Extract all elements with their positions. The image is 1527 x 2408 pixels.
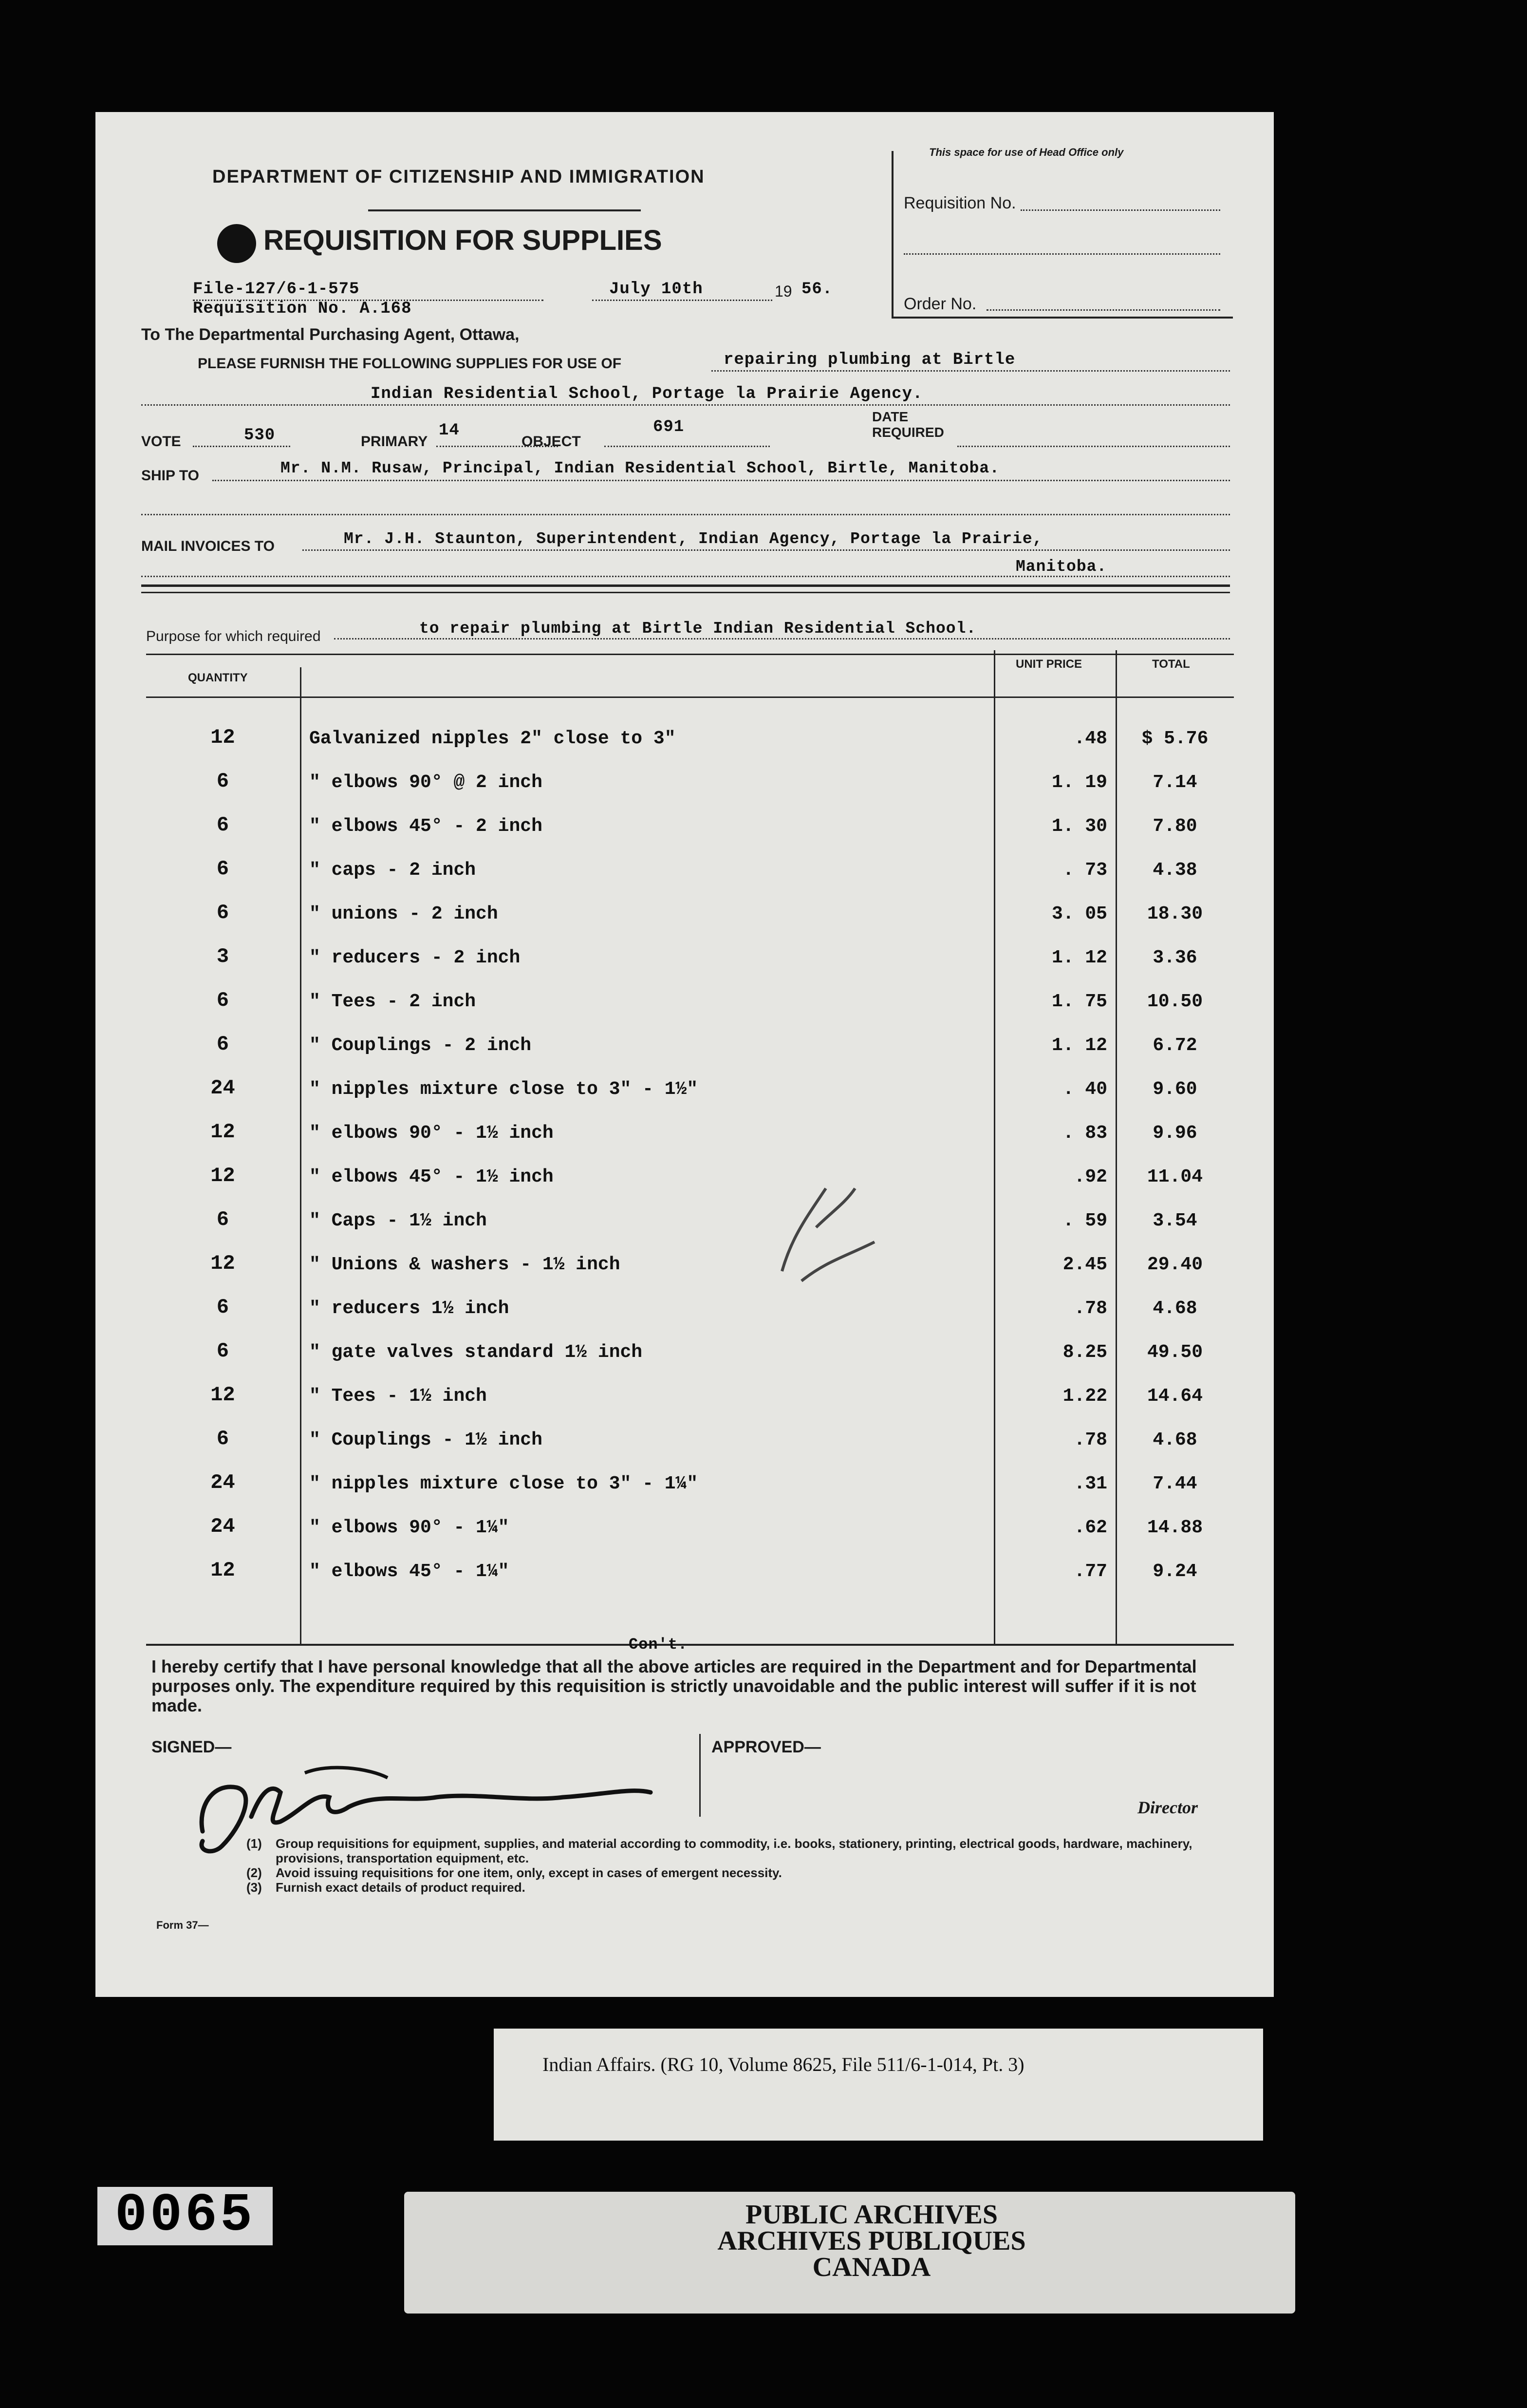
table-row: [146, 1231, 1234, 1275]
item-desc: " elbows 90° @ 2 inch: [309, 772, 542, 793]
item-desc: " Tees - 2 inch: [309, 991, 476, 1012]
item-qty: 12: [210, 1383, 235, 1407]
items-table: [146, 705, 1234, 1582]
approved-label: APPROVED—: [711, 1738, 821, 1756]
item-qty: 12: [210, 726, 235, 749]
item-desc: " nipples mixture close to 3" - 1¼": [309, 1473, 698, 1494]
head-office-note: This space for use of Head Office only: [929, 146, 1124, 158]
item-qty: 6: [216, 901, 229, 924]
item-total: 14.88: [1147, 1517, 1203, 1538]
item-qty: 6: [216, 770, 229, 793]
item-total: 7.44: [1153, 1473, 1197, 1494]
item-desc: " Caps - 1½ inch: [309, 1210, 487, 1231]
item-desc: " Unions & washers - 1½ inch: [309, 1254, 620, 1275]
item-desc: " reducers - 2 inch: [309, 947, 521, 968]
item-total: 4.68: [1153, 1298, 1197, 1319]
mail-invoices-value-1: Mr. J.H. Staunton, Superintendent, Indian Agency, Portage la Prairie,: [344, 530, 1043, 548]
director-label: Director: [1137, 1798, 1198, 1817]
form-number: Form 37—: [156, 1919, 209, 1931]
mail-invoices-label: MAIL INVOICES TO: [141, 538, 275, 554]
requisition-number: Requisition No. A.168: [193, 300, 412, 318]
item-unit: 2.45: [1062, 1254, 1107, 1275]
file-number: File-127/6-1-575: [193, 280, 360, 299]
order-no-label: Order No.: [904, 295, 977, 313]
item-qty: 12: [210, 1120, 235, 1144]
furnish-value-1: repairing plumbing at Birtle: [724, 351, 1016, 369]
instruction-number: (2): [246, 1865, 262, 1880]
item-total: $ 5.76: [1141, 728, 1209, 749]
item-unit: .92: [1074, 1166, 1107, 1187]
col-quantity: QUANTITY: [188, 671, 248, 684]
item-total: 29.40: [1147, 1254, 1203, 1275]
table-row: [146, 749, 1234, 793]
item-unit: 1.22: [1062, 1386, 1107, 1407]
item-unit: . 40: [1062, 1079, 1107, 1100]
table-row: [146, 793, 1234, 837]
instruction-number: (1): [246, 1836, 262, 1851]
table-row: [146, 1319, 1234, 1363]
archive-citation: Indian Affairs. (RG 10, Volume 8625, File 511/6-1-014, Pt. 3): [542, 2053, 1024, 2075]
item-desc: " Couplings - 2 inch: [309, 1035, 532, 1056]
item-unit: . 83: [1062, 1123, 1107, 1144]
item-total: 14.64: [1147, 1386, 1203, 1407]
instruction-item: [246, 1836, 1196, 1865]
item-qty: 6: [216, 813, 229, 837]
instruction-item: [246, 1880, 1196, 1895]
purpose-value: to repair plumbing at Birtle Indian Residential School.: [419, 620, 977, 638]
item-qty: 24: [210, 1515, 235, 1538]
item-qty: 3: [216, 945, 229, 968]
furnish-value-2: Indian Residential School, Portage la Prairie Agency.: [371, 385, 923, 403]
archive-line-2: ARCHIVES PUBLIQUES: [717, 2226, 1026, 2256]
item-total: 18.30: [1147, 903, 1203, 924]
instruction-text: Avoid issuing requisitions for one item, only, except in cases of emergent necessity.: [276, 1865, 782, 1880]
item-total: 9.24: [1153, 1561, 1197, 1582]
item-desc: " nipples mixture close to 3" - 1½": [309, 1079, 698, 1100]
item-total: 4.38: [1153, 860, 1197, 881]
item-total: 4.68: [1153, 1430, 1197, 1450]
item-unit: 8.25: [1062, 1342, 1107, 1363]
item-desc: " elbows 45° - 1¼": [309, 1561, 509, 1582]
continued-note: Con't.: [629, 1636, 688, 1654]
mail-invoices-value-2: Manitoba.: [1016, 558, 1107, 576]
item-total: 10.50: [1147, 991, 1203, 1012]
item-qty: 6: [216, 1033, 229, 1056]
item-qty: 6: [216, 989, 229, 1012]
requisition-no-label: Requisition No.: [904, 194, 1016, 212]
table-row: [146, 924, 1234, 968]
instruction-text: Group requisitions for equipment, supplies, and material according to commodity, i.e. books, stationery, printing, electrical goods, hardware, machinery, provisions, transportation equipment, etc.: [276, 1836, 1192, 1865]
item-total: 49.50: [1147, 1342, 1203, 1363]
item-unit: 1. 19: [1051, 772, 1107, 793]
form-instructions: [246, 1836, 1196, 1895]
head-office-box: [892, 151, 1233, 319]
item-qty: 12: [210, 1252, 235, 1275]
item-desc: " elbows 90° - 1¼": [309, 1517, 509, 1538]
item-desc: " Couplings - 1½ inch: [309, 1430, 542, 1450]
instruction-text: Furnish exact details of product required.: [276, 1880, 525, 1895]
item-qty: 24: [210, 1471, 235, 1494]
object-label: OBJECT: [521, 433, 581, 450]
table-row: [146, 968, 1234, 1012]
item-qty: 6: [216, 1339, 229, 1363]
item-unit: .78: [1074, 1298, 1107, 1319]
item-qty: 12: [210, 1164, 235, 1187]
purpose-label: Purpose for which required: [146, 628, 321, 644]
item-unit: .31: [1074, 1473, 1107, 1494]
to-line: To The Departmental Purchasing Agent, Ottawa,: [141, 325, 520, 344]
signed-label: SIGNED—: [151, 1738, 232, 1756]
item-total: 3.36: [1153, 947, 1197, 968]
date-required-label-1: DATE: [872, 409, 909, 424]
table-row: [146, 705, 1234, 749]
item-qty: 6: [216, 1296, 229, 1319]
item-total: 9.60: [1153, 1079, 1197, 1100]
ship-to-value: Mr. N.M. Rusaw, Principal, Indian Residential School, Birtle, Manitoba.: [280, 459, 1000, 477]
archive-citation-card: [494, 2029, 1263, 2141]
item-unit: .77: [1074, 1561, 1107, 1582]
requisition-form: [95, 112, 1274, 1997]
year-suffix: 56.: [801, 280, 833, 299]
archive-line-3: CANADA: [812, 2252, 931, 2282]
instruction-number: (3): [246, 1880, 262, 1895]
primary-label: PRIMARY: [361, 433, 428, 450]
table-row: [146, 1363, 1234, 1407]
year-prefix: 19: [775, 282, 792, 300]
item-qty: 6: [216, 1427, 229, 1450]
table-row: [146, 1450, 1234, 1494]
handwritten-margin-note-icon: [772, 1159, 889, 1286]
instruction-item: [246, 1865, 1196, 1880]
crest-seal-icon: [217, 224, 256, 263]
item-unit: 1. 12: [1051, 1035, 1107, 1056]
col-unit-price: UNIT PRICE: [1016, 658, 1082, 671]
item-total: 9.96: [1153, 1123, 1197, 1144]
archive-stamp: [633, 2201, 1110, 2280]
archive-line-1: PUBLIC ARCHIVES: [745, 2200, 998, 2230]
table-row: [146, 1407, 1234, 1450]
table-row: [146, 1100, 1234, 1144]
ship-to-label: SHIP TO: [141, 468, 199, 484]
item-unit: 1. 30: [1051, 816, 1107, 837]
item-unit: 1. 12: [1051, 947, 1107, 968]
item-desc: " caps - 2 inch: [309, 860, 476, 881]
item-qty: 6: [216, 1208, 229, 1231]
item-total: 6.72: [1153, 1035, 1197, 1056]
item-total: 3.54: [1153, 1210, 1197, 1231]
table-row: [146, 837, 1234, 881]
table-row: [146, 1538, 1234, 1582]
item-qty: 12: [210, 1559, 235, 1582]
item-desc: " Tees - 1½ inch: [309, 1386, 487, 1407]
furnish-label: PLEASE FURNISH THE FOLLOWING SUPPLIES FOR USE OF: [198, 356, 622, 372]
col-total: TOTAL: [1152, 658, 1190, 671]
item-unit: .48: [1074, 728, 1107, 749]
item-unit: .62: [1074, 1517, 1107, 1538]
item-total: 11.04: [1147, 1166, 1203, 1187]
item-unit: 3. 05: [1051, 903, 1107, 924]
table-row: [146, 1275, 1234, 1319]
vote-value: 530: [244, 426, 276, 445]
item-total: 7.14: [1153, 772, 1197, 793]
primary-value: 14: [439, 421, 460, 440]
object-value: 691: [653, 418, 685, 436]
item-unit: . 73: [1062, 860, 1107, 881]
date-value: July 10th: [609, 280, 703, 299]
item-desc: Galvanized nipples 2" close to 3": [309, 728, 676, 749]
item-desc: " elbows 45° - 2 inch: [309, 816, 542, 837]
item-qty: 6: [216, 857, 229, 881]
item-unit: .78: [1074, 1430, 1107, 1450]
table-row: [146, 1056, 1234, 1100]
item-unit: . 59: [1062, 1210, 1107, 1231]
item-desc: " elbows 45° - 1½ inch: [309, 1166, 554, 1187]
item-desc: " reducers 1½ inch: [309, 1298, 509, 1319]
item-total: 7.80: [1153, 816, 1197, 837]
table-row: [146, 1187, 1234, 1231]
item-unit: 1. 75: [1051, 991, 1107, 1012]
form-title: REQUISITION FOR SUPPLIES: [263, 225, 662, 256]
item-qty: 24: [210, 1076, 235, 1100]
table-row: [146, 1494, 1234, 1538]
table-row: [146, 1144, 1234, 1187]
date-required-label-2: REQUIRED: [872, 425, 944, 440]
item-desc: " unions - 2 inch: [309, 903, 498, 924]
certification-text: I hereby certify that I have personal knowledge that all the above articles are required in the Department and for Departmental purposes only. The expenditure required by this requisition is strictly unavoidable and the public interest will suffer if it is not made.: [151, 1656, 1197, 1715]
vote-label: VOTE: [141, 433, 181, 450]
table-row: [146, 1012, 1234, 1056]
frame-number: 0065: [97, 2187, 273, 2245]
item-desc: " elbows 90° - 1½ inch: [309, 1123, 554, 1144]
table-row: [146, 881, 1234, 924]
item-desc: " gate valves standard 1½ inch: [309, 1342, 643, 1363]
department-heading: DEPARTMENT OF CITIZENSHIP AND IMMIGRATION: [212, 167, 705, 187]
